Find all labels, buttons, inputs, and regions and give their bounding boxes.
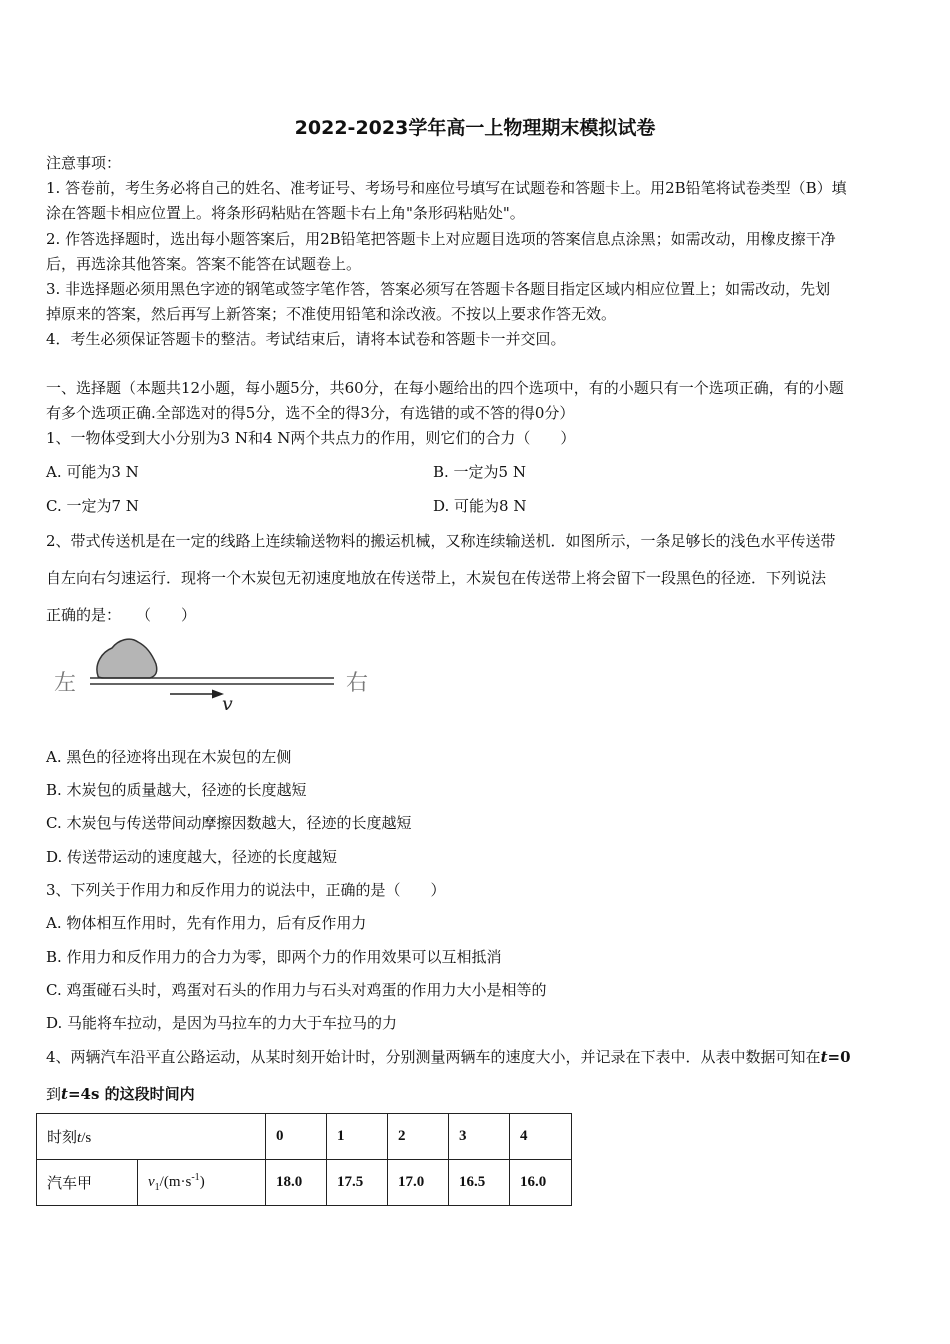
question-4-stem: 4、两辆汽车沿平直公路运动，从某时刻开始计时，分别测量两辆车的速度大小，并记录在下表中．从表中数据可知在t=0 — [46, 1048, 851, 1066]
notice-line: 2. 作答选择题时，选出每小题答案后，用2B铅笔把答题卡上对应题目选项的答案信息点涂黑；如需改动，用橡皮擦干净 — [46, 230, 836, 248]
q3-option-b: B. 作用力和反作用力的合力为零，即两个力的作用效果可以互相抵消 — [46, 948, 502, 966]
notice-line: 后，再选涂其他答案。答案不能答在试题卷上。 — [46, 255, 362, 273]
question-4-stem: 到t=4s 的这段时间内 — [46, 1085, 195, 1103]
q2-option-a: A. 黑色的径迹将出现在木炭包的左侧 — [46, 748, 292, 766]
section-heading: 一、选择题（本题共12小题，每小题5分，共60分，在每小题给出的四个选项中，有的小题只有一个选项正确，有的小题 — [46, 379, 844, 397]
velocity-label: v — [222, 693, 233, 714]
q1-option-a: A. 可能为3 N — [46, 463, 139, 481]
header-cell: 时刻t/s — [37, 1114, 266, 1160]
question-2-stem: 自左向右匀速运行．现将一个木炭包无初速度地放在传送带上，木炭包在传送带上将会留下一段黑色的径迹．下列说法 — [46, 569, 827, 587]
page-title: 2022-2023学年高一上物理期末模拟试卷 — [294, 117, 656, 139]
q2-option-d: D. 传送带运动的速度越大，径迹的长度越短 — [46, 848, 338, 866]
notice-line: 涂在答题卡相应位置上。将条形码粘贴在答题卡右上角"条形码粘贴处"。 — [46, 204, 525, 222]
charcoal-bag — [97, 639, 157, 678]
value-cell: 16.5 — [449, 1160, 510, 1206]
q1-option-d: D. 可能为8 N — [433, 497, 527, 515]
question-3-stem: 3、下列关于作用力和反作用力的说法中，正确的是（ ） — [46, 881, 446, 899]
q3-option-a: A. 物体相互作用时，先有作用力，后有反作用力 — [46, 914, 367, 932]
notice-line: 4．考生必须保证答题卡的整洁。考试结束后，请将本试卷和答题卡一并交回。 — [46, 330, 566, 348]
left-label: 左 — [54, 671, 77, 696]
unit-cell: $v_1/(m\cdot s^{-1})$ — [138, 1160, 266, 1206]
table-row — [37, 1160, 572, 1206]
question-2-stem: 2、带式传送机是在一定的线路上连续输送物料的搬运机械，又称连续输送机．如图所示，一条足够长的浅色水平传送带 — [46, 532, 836, 550]
question-2-stem: 正确的是： （ ） — [46, 606, 197, 624]
time-cell: 0 — [266, 1114, 327, 1160]
time-cell: 4 — [510, 1114, 572, 1160]
notice-line: 3. 非选择题必须用黑色字迹的钢笔或签字笔作答，答案必须写在答题卡各题目指定区域内相应位置上；如需改动，先划 — [46, 280, 831, 298]
q2-option-b: B. 木炭包的质量越大，径迹的长度越短 — [46, 781, 307, 799]
row-label-cell: 汽车甲 — [37, 1160, 138, 1206]
section-heading: 有多个选项正确.全部选对的得5分，选不全的得3分，有选错的或不答的得0分） — [46, 404, 575, 422]
q3-option-d: D. 马能将车拉动，是因为马拉车的力大于车拉马的力 — [46, 1014, 398, 1032]
value-cell: 16.0 — [510, 1160, 572, 1206]
time-cell: 3 — [449, 1114, 510, 1160]
notice-line: 掉原来的答案，然后再写上新答案；不准使用铅笔和涂改液。不按以上要求作答无效。 — [46, 305, 617, 323]
value-cell: 17.0 — [388, 1160, 449, 1206]
table-row — [37, 1114, 572, 1160]
speed-table — [36, 1113, 572, 1206]
q1-option-b: B. 一定为5 N — [433, 463, 526, 481]
right-label: 右 — [346, 671, 369, 696]
q2-option-c: C. 木炭包与传送带间动摩擦因数越大，径迹的长度越短 — [46, 814, 412, 832]
q1-option-c: C. 一定为7 N — [46, 497, 139, 515]
time-cell: 1 — [327, 1114, 388, 1160]
value-cell: 18.0 — [266, 1160, 327, 1206]
q3-option-c: C. 鸡蛋碰石头时，鸡蛋对石头的作用力与石头对鸡蛋的作用力大小是相等的 — [46, 981, 547, 999]
question-1-stem: 1、一物体受到大小分别为3 N和4 N两个共点力的作用，则它们的合力（ ） — [46, 429, 576, 447]
time-cell: 2 — [388, 1114, 449, 1160]
conveyor-belt-diagram — [46, 634, 386, 714]
value-cell: 17.5 — [327, 1160, 388, 1206]
notice-heading: 注意事项： — [46, 154, 122, 172]
notice-line: 1. 答卷前，考生务必将自己的姓名、准考证号、考场号和座位号填写在试题卷和答题卡上。用2B铅笔将试卷类型（B）填 — [46, 179, 847, 197]
